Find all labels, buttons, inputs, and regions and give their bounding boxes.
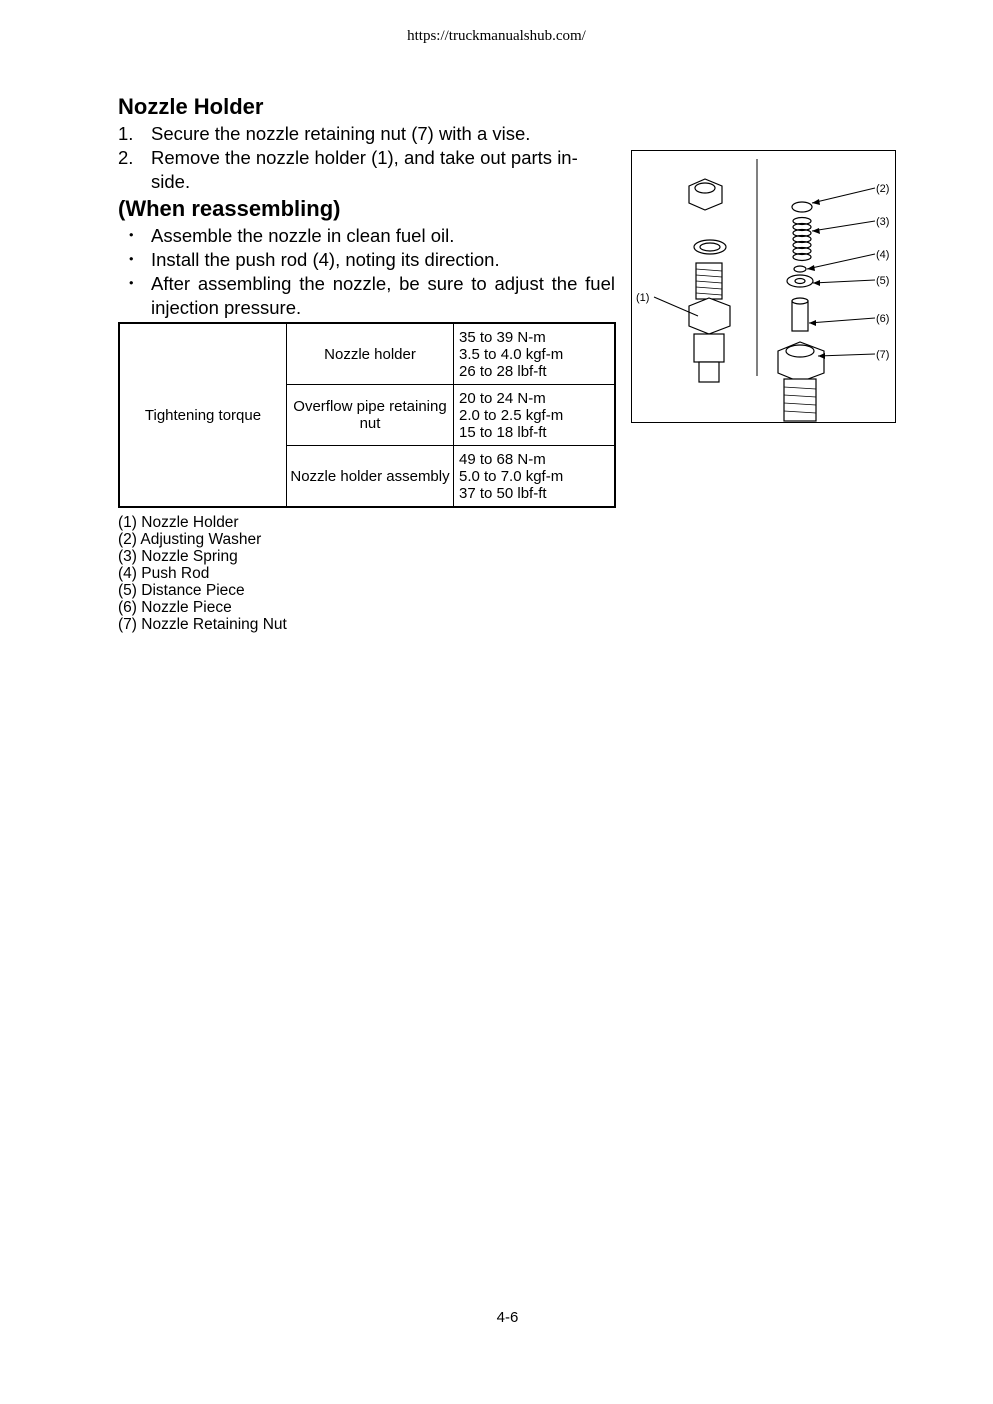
table-row <box>119 323 615 385</box>
torque-value: 5.0 to 7.0 kgf-m <box>459 467 564 485</box>
note-item <box>118 272 615 320</box>
note-item <box>118 224 615 248</box>
holder-hex-shape <box>689 298 730 334</box>
value-cell <box>454 323 616 385</box>
legend-item: (5) Distance Piece <box>118 582 245 599</box>
nozzle-exploded-diagram <box>631 150 896 423</box>
nozzle-spring-shape <box>793 218 811 261</box>
bullet-mark: ・ <box>122 249 141 270</box>
step-number: 1. <box>118 123 134 144</box>
item-cell: Overflow pipe retaining nut <box>287 385 454 446</box>
torque-value: 35 to 39 N-m <box>459 328 546 346</box>
diagram-graphic <box>632 151 897 424</box>
torque-value: 2.0 to 2.5 kgf-m <box>459 406 564 424</box>
retaining-nut-bore <box>786 345 814 357</box>
reassembly-notes <box>118 224 615 320</box>
legend-item: (3) Nozzle Spring <box>118 548 238 565</box>
note-item <box>118 248 615 272</box>
torque-value: 37 to 50 lbf-ft <box>459 484 547 502</box>
bullet-mark: ・ <box>122 273 141 294</box>
main-content <box>118 92 615 633</box>
page-number: 4-6 <box>496 1309 519 1326</box>
legend-item: (7) Nozzle Retaining Nut <box>118 616 287 633</box>
item-cell: Nozzle holder assembly <box>287 446 454 508</box>
note-text: After assembling the nozzle, be sure to adjust the fuel injection pressure. <box>151 273 615 318</box>
step-text: Remove the nozzle holder (1), and take out parts in-side. <box>151 147 578 192</box>
nozzle-piece-shape <box>792 301 808 331</box>
value-cell <box>454 446 616 508</box>
parts-legend <box>118 514 615 633</box>
legend-item: (6) Nozzle Piece <box>118 599 232 616</box>
row-header-cell: Tightening torque <box>119 323 287 507</box>
push-rod-shape <box>794 266 806 272</box>
adjusting-washer-shape <box>792 202 812 212</box>
callout-7: (7) <box>876 349 890 361</box>
step-item <box>118 146 615 194</box>
washer-hole <box>700 243 720 251</box>
retaining-nut-thread <box>784 379 816 421</box>
header-url: https://truckmanualshub.com/ <box>407 28 586 44</box>
bullet-mark: ・ <box>122 225 141 246</box>
value-cell <box>454 385 616 446</box>
procedure-steps <box>118 122 615 194</box>
torque-value: 26 to 28 lbf-ft <box>459 362 547 380</box>
note-text: Assemble the nozzle in clean fuel oil. <box>151 225 455 246</box>
torque-value: 15 to 18 lbf-ft <box>459 423 547 441</box>
callout-leaders <box>654 188 875 356</box>
torque-value: 20 to 24 N-m <box>459 389 546 407</box>
torque-table <box>118 322 616 508</box>
torque-value: 3.5 to 4.0 kgf-m <box>459 345 564 363</box>
item-cell: Nozzle holder <box>287 323 454 385</box>
legend-item: (1) Nozzle Holder <box>118 514 239 531</box>
distance-piece-hole <box>795 279 805 284</box>
callout-1: (1) <box>636 292 650 304</box>
legend-item: (2) Adjusting Washer <box>118 531 262 548</box>
note-text: Install the push rod (4), noting its direction. <box>151 249 500 270</box>
legend-item: (4) Push Rod <box>118 565 210 582</box>
callout-4: (4) <box>876 249 890 261</box>
callout-3: (3) <box>876 216 890 228</box>
step-item <box>118 122 615 146</box>
step-text: Secure the nozzle retaining nut (7) with a vise. <box>151 123 531 144</box>
callout-5: (5) <box>876 275 890 287</box>
cap-nut-hole <box>695 183 715 193</box>
section-title: Nozzle Holder <box>118 94 264 119</box>
callout-6: (6) <box>876 313 890 325</box>
step-number: 2. <box>118 147 134 168</box>
reassembly-heading: (When reassembling) <box>118 196 341 221</box>
callout-2: (2) <box>876 183 890 195</box>
nozzle-piece-top <box>792 298 808 304</box>
holder-tip-shape <box>699 362 719 382</box>
holder-lower-shape <box>694 334 724 362</box>
torque-value: 49 to 68 N-m <box>459 450 546 468</box>
